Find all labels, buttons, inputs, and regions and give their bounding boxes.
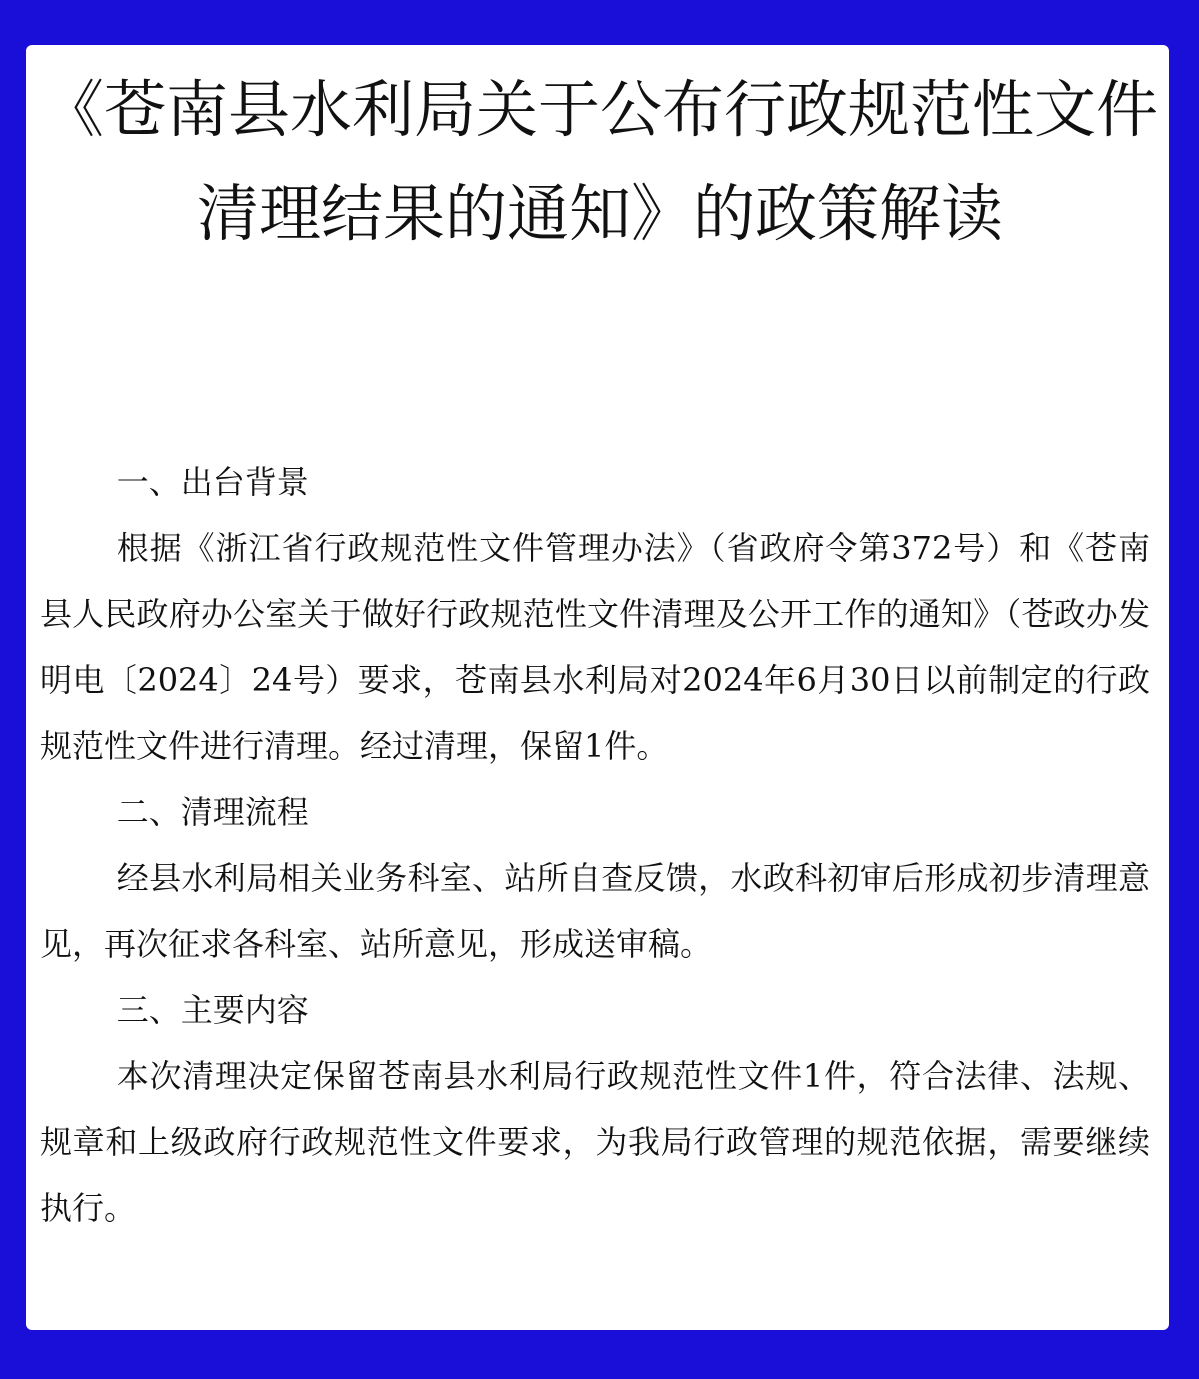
paragraph-process: 经县水利局相关业务科室、站所自查反馈，水政科初审后形成初步清理意见，再次征求各科室、站所意见，形成送审稿。 — [40, 859, 1150, 963]
section-heading-content: 三、主要内容 — [116, 991, 309, 1029]
paragraph-background: 根据《浙江省行政规范性文件管理办法》（省政府令第372号）和《苍南县人民政府办公室关于做好行政规范性文件清理及公开工作的通知》（苍政办发明电〔2024〕24号）要求，苍南县水利局对2024年6月30日以前制定的行政规范性文件进行清理。经过清理，保留1件。 — [40, 529, 1150, 765]
document-body — [40, 449, 1150, 1241]
section-heading-process: 二、清理流程 — [116, 793, 309, 831]
paragraph-content: 本次清理决定保留苍南县水利局行政规范性文件1件，符合法律、法规、规章和上级政府行政规范性文件要求，为我局行政管理的规范依据，需要继续执行。 — [40, 1057, 1150, 1227]
section-heading-background: 一、出台背景 — [116, 463, 309, 501]
document-title: 《苍南县水利局关于公布行政规范性文件清理结果的通知》的政策解读 — [41, 73, 1158, 250]
